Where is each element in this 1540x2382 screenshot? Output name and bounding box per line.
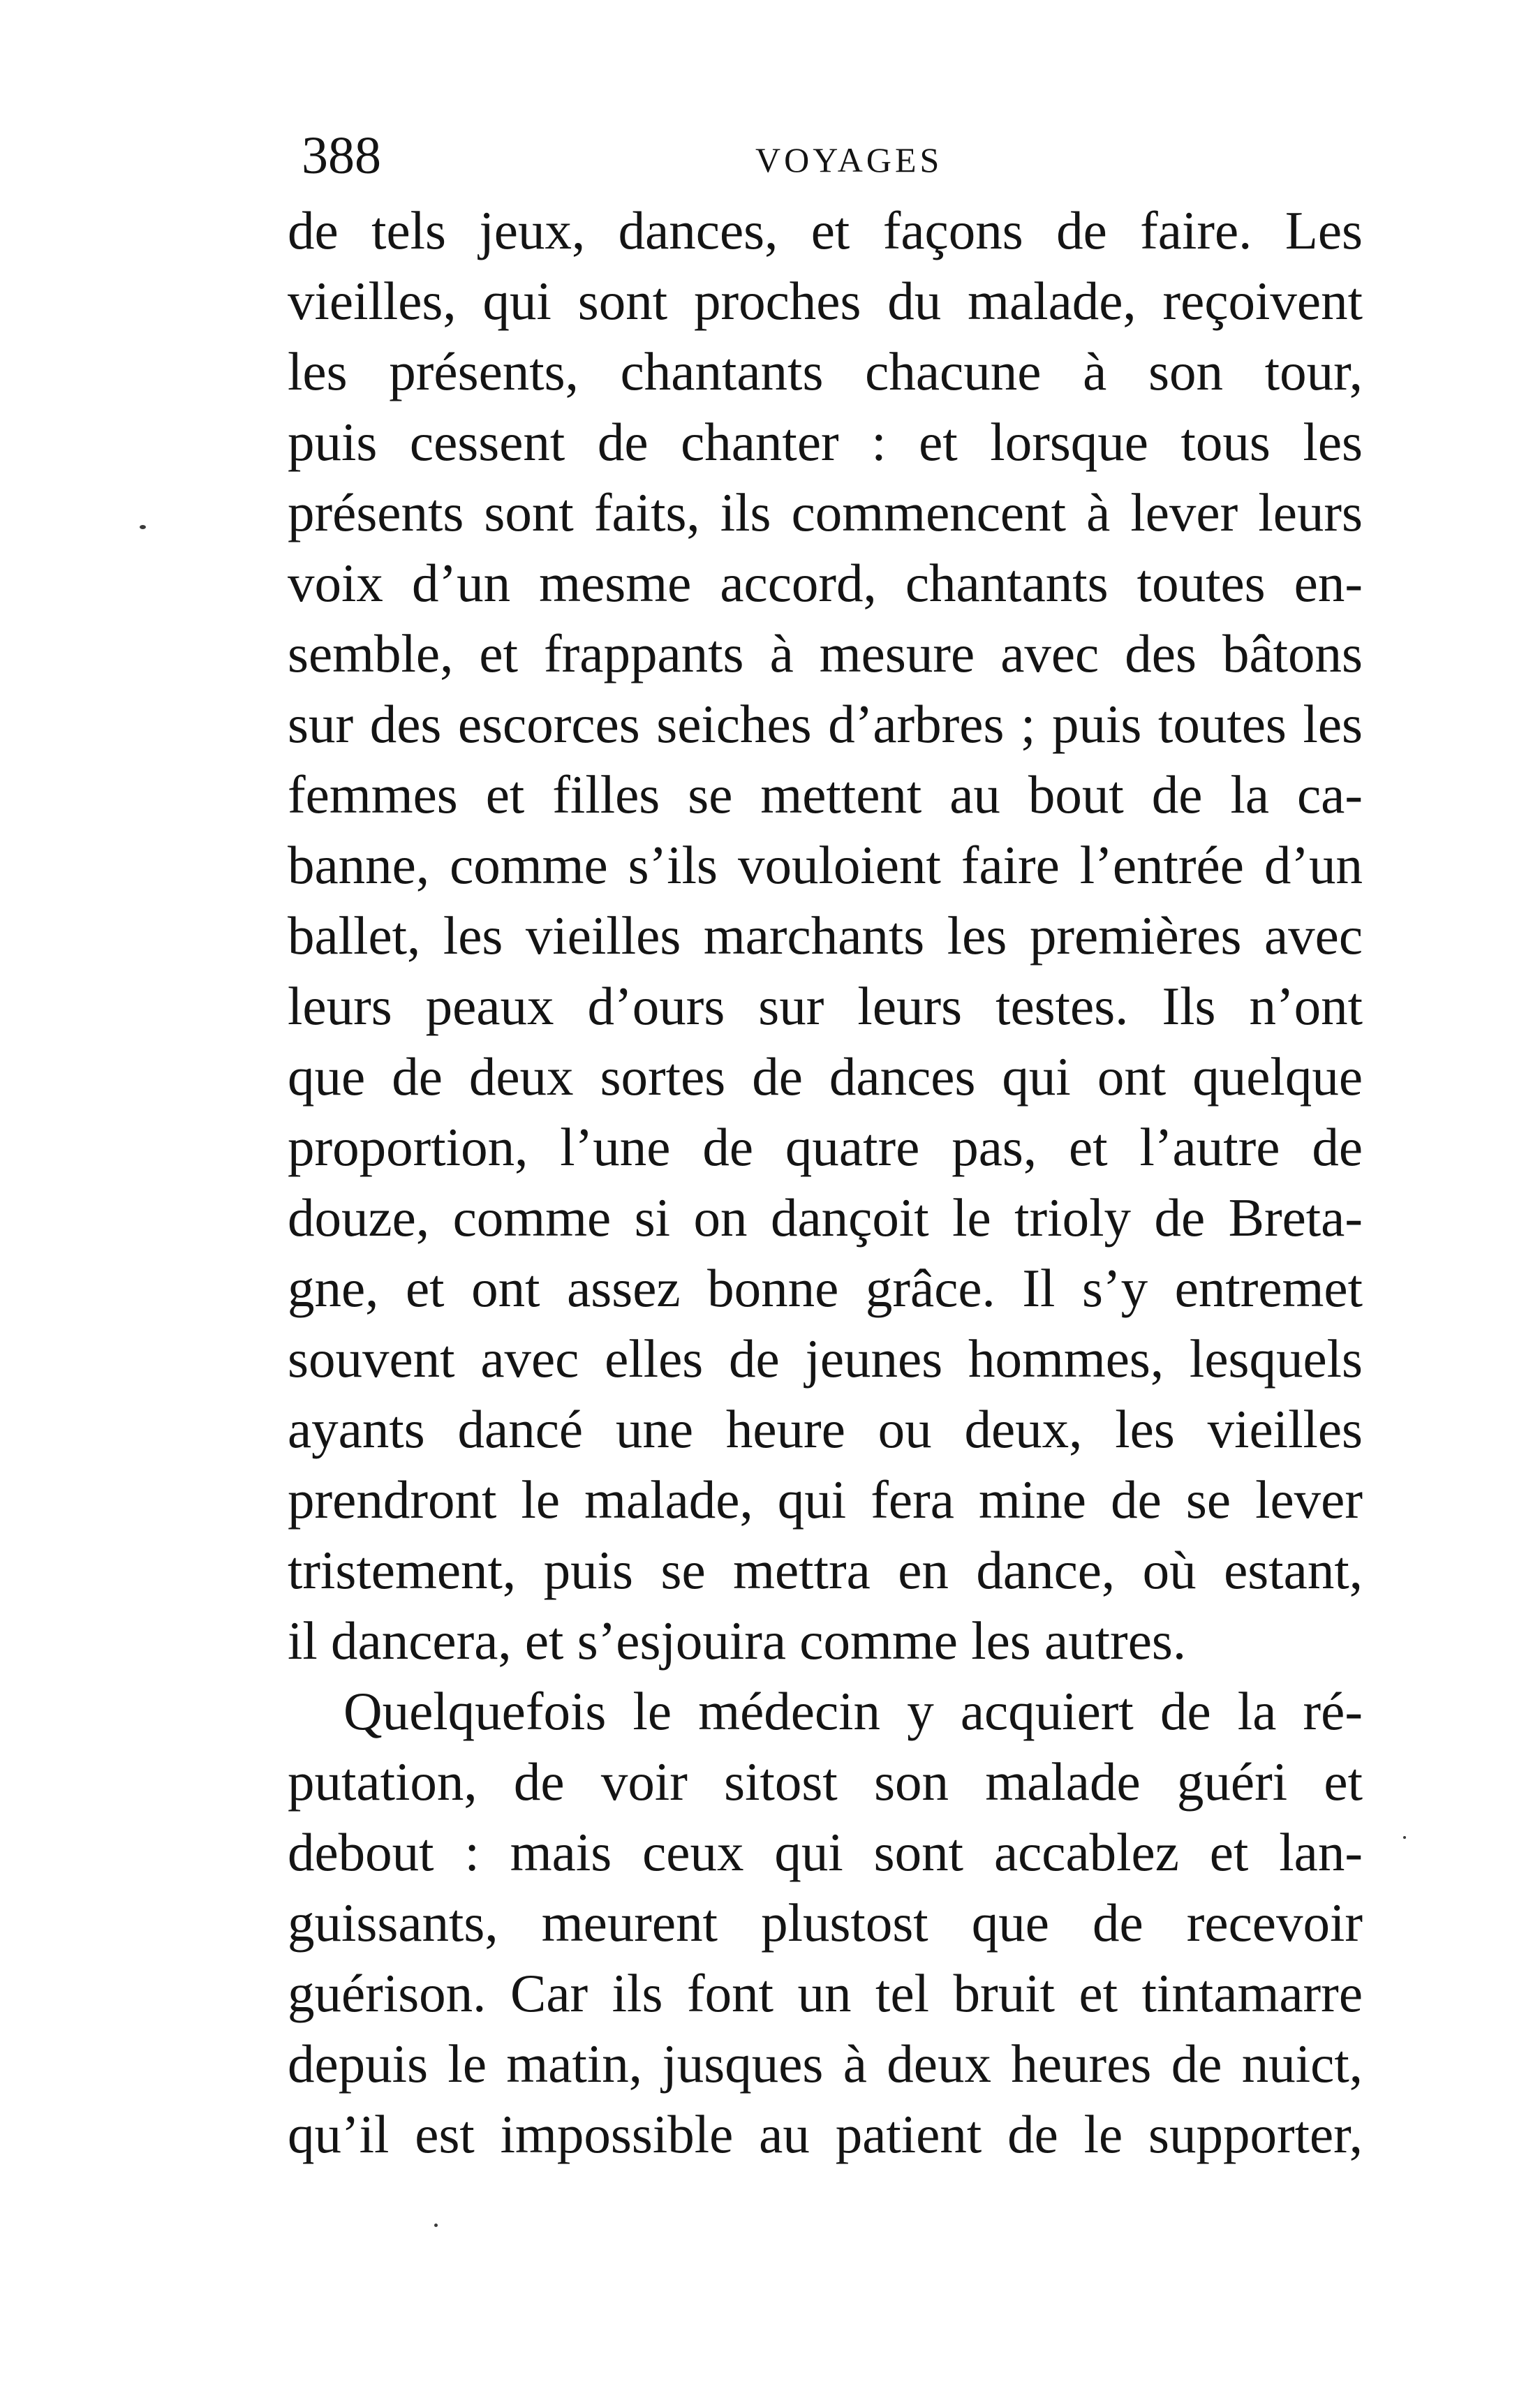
text-line: debout : mais ceux qui sont accablez et lan- — [288, 1822, 1363, 1882]
text-line: qu’il est impossible au patient de le supporter, — [288, 2104, 1363, 2164]
text-line: il dancera, et s’esjouira comme les autres. — [288, 1611, 1187, 1671]
text-line: les présents, chantants chacune à son tour, — [288, 341, 1363, 401]
text-line: tristement, puis se mettra en dance, où estant, — [288, 1540, 1363, 1600]
page-number: 388 — [302, 126, 381, 185]
text-line: souvent avec elles de jeunes hommes, lesquels — [288, 1329, 1363, 1389]
paragraph-start-line: Quelquefois le médecin y acquiert de la ré- — [343, 1681, 1363, 1741]
text-line: ballet, les vieilles marchants les premières avec — [288, 905, 1363, 966]
text-line: leurs peaux d’ours sur leurs testes. Ils n’ont — [288, 976, 1363, 1036]
text-line: vieilles, qui sont proches du malade, reçoivent — [288, 271, 1363, 331]
text-line: putation, de voir sitost son malade guéri et — [288, 1752, 1363, 1812]
text-line: puis cessent de chanter : et lorsque tous les — [288, 412, 1363, 472]
running-title: VOYAGES — [755, 140, 943, 179]
print-speck — [434, 2224, 438, 2227]
text-line: présents sont faits, ils commencent à lever leurs — [288, 482, 1363, 542]
text-line: gne, et ont assez bonne grâce. Il s’y entremet — [288, 1258, 1363, 1318]
text-line: proportion, l’une de quatre pas, et l’autre de — [288, 1117, 1363, 1177]
text-line: sur des escorces seiches d’arbres ; puis toutes les — [288, 694, 1363, 754]
print-speck — [1403, 1836, 1406, 1839]
text-line: ayants dancé une heure ou deux, les vieilles — [288, 1399, 1363, 1459]
text-line: de tels jeux, dances, et façons de faire. Les — [288, 200, 1363, 260]
text-line: voix d’un mesme accord, chantants toutes en- — [288, 553, 1363, 613]
text-line: semble, et frappants à mesure avec des bâtons — [288, 623, 1363, 683]
body-text — [288, 195, 1363, 2170]
page-header — [302, 117, 1356, 194]
text-line: guérison. Car ils font un tel bruit et tintamarre — [288, 1963, 1363, 2023]
text-line: depuis le matin, jusques à deux heures de nuict, — [288, 2034, 1363, 2094]
text-line: douze, comme si on dançoit le trioly de Breta- — [288, 1188, 1363, 1248]
text-line: femmes et filles se mettent au bout de la ca- — [288, 764, 1363, 824]
text-line: guissants, meurent plustost que de recevoir — [288, 1893, 1363, 1953]
text-line: banne, comme s’ils vouloient faire l’entrée d’un — [288, 835, 1363, 895]
text-line: que de deux sortes de dances qui ont quelque — [288, 1046, 1363, 1107]
print-speck — [140, 525, 146, 529]
text-line: prendront le malade, qui fera mine de se lever — [288, 1470, 1363, 1530]
